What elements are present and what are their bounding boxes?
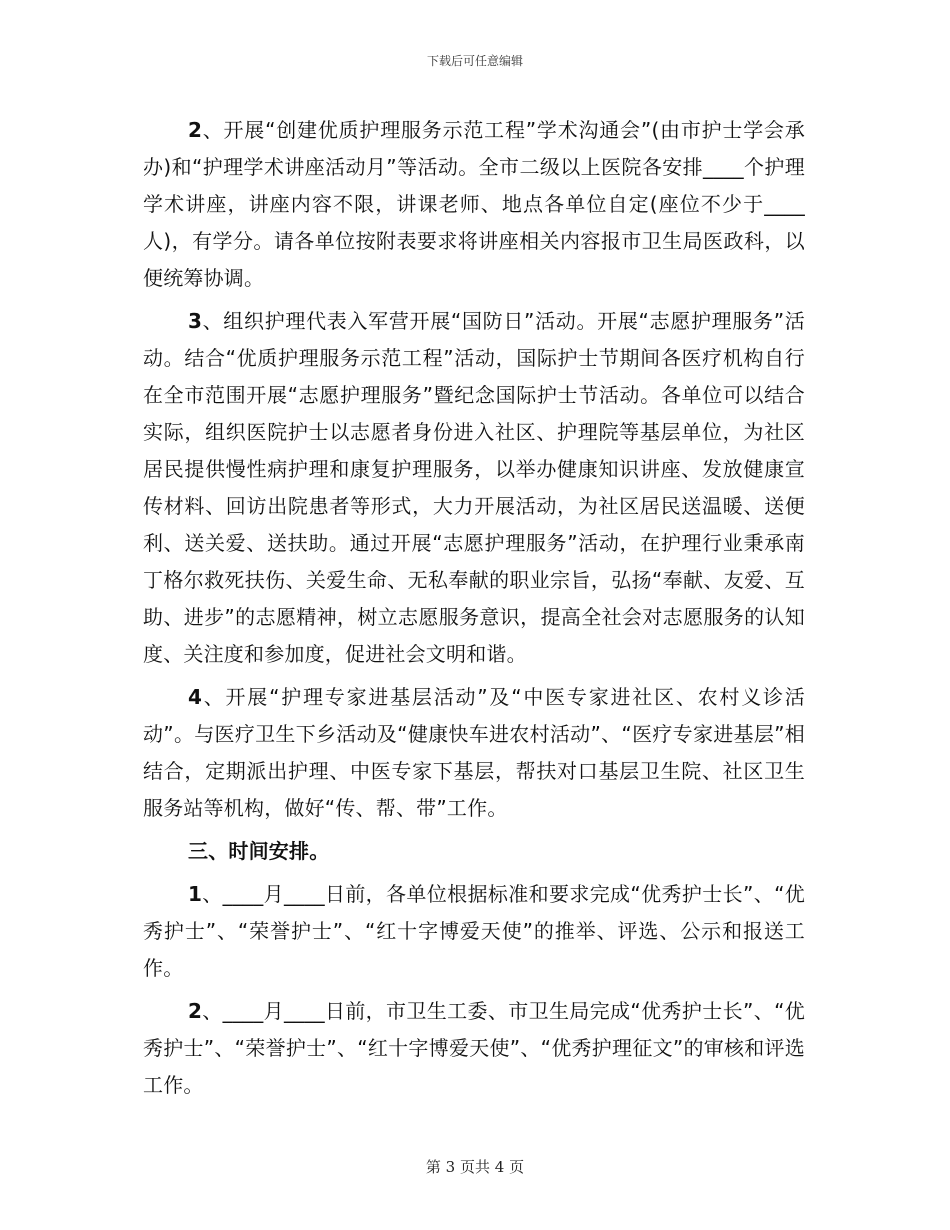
paragraph-item-3	[143, 303, 805, 673]
item-number: 1	[188, 882, 203, 906]
schedule-item-1	[143, 876, 805, 987]
schedule-item-2	[143, 993, 805, 1104]
page-footer: 第 3 页共 4 页	[425, 1158, 525, 1176]
page-header: 下载后可任意编辑	[426, 54, 523, 68]
paragraph-item-4	[143, 679, 805, 827]
paragraph-text: 、开展“创建优质护理服务示范工程”学术沟通会”(由市护士学会承办)和“护理学术讲座活动月”等活动。全市二级以上医院各安排____个护理学术讲座，讲座内容不限，讲课老师、地点各单位自定(座位不少于____人)，有学分。请各单位按附表要求将讲座相关内容报市卫生局医政科，以便统筹协调。	[143, 118, 805, 290]
document-body	[143, 112, 805, 1110]
paragraph-item-2	[143, 112, 805, 297]
item-number: 2	[188, 118, 203, 142]
item-number: 2	[188, 999, 203, 1023]
item-number: 4	[188, 685, 203, 709]
item-number: 3	[188, 309, 203, 333]
paragraph-text: 、开展“护理专家进基层活动”及“中医专家进社区、农村义诊活动”。与医疗卫生下乡活动及“健康快车进农村活动”、“医疗专家进基层”相结合，定期派出护理、中医专家下基层，帮扶对口基层卫生院、社区卫生服务站等机构，做好“传、帮、带”工作。	[143, 685, 805, 820]
paragraph-text: 、组织护理代表入军营开展“国防日”活动。开展“志愿护理服务”活动。结合“优质护理服务示范工程”活动，国际护士节期间各医疗机构自行在全市范围开展“志愿护理服务”暨纪念国际护士节活动。各单位可以结合实际，组织医院护士以志愿者身份进入社区、护理院等基层单位，为社区居民提供慢性病护理和康复护理服务，以举办健康知识讲座、发放健康宣传材料、回访出院患者等形式，大力开展活动，为社区居民送温暖、送便利、送关爱、送扶助。通过开展“志愿护理服务”活动，在护理行业秉承南丁格尔救死扶伤、关爱生命、无私奉献的职业宗旨，弘扬“奉献、友爱、互助、进步”的志愿精神，树立志愿服务意识，提高全社会对志愿服务的认知度、关注度和参加度，促进社会文明和谐。	[143, 309, 805, 666]
schedule-text: 、____月____日前，各单位根据标准和要求完成“优秀护士长”、“优秀护士”、“荣誉护士”、“红十字博爱天使”的推举、评选、公示和报送工作。	[143, 882, 805, 980]
schedule-text: 、____月____日前，市卫生工委、市卫生局完成“优秀护士长”、“优秀护士”、“荣誉护士”、“红十字博爱天使”、“优秀护理征文”的审核和评选工作。	[143, 999, 805, 1097]
section-heading: 三、时间安排。	[188, 839, 330, 863]
